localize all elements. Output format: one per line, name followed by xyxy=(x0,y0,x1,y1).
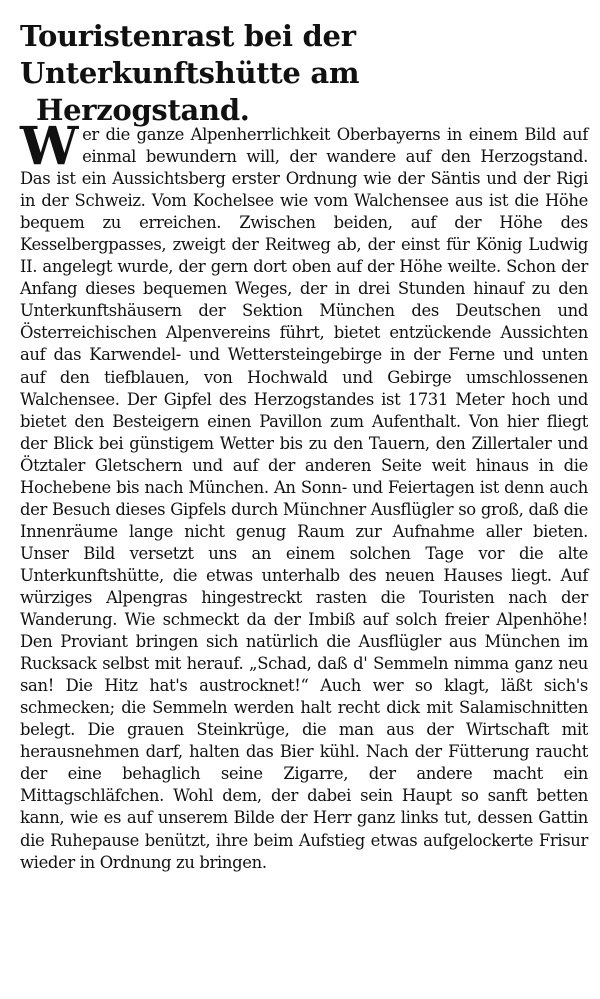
article-title xyxy=(20,18,588,129)
article-title-line1: Touristenrast bei der Unterkunftshütte am xyxy=(20,19,360,90)
article-body-text: er die ganze Alpenherrlichkeit Oberbayerns in einem Bild auf einmal bewundern will, der wandere auf den Herzogstand. Das ist ein Aussichtsberg erster Ordnung wie der Säntis und der Rigi in der Schweiz. Vom Kochelsee wie vom Walchensee aus ist die Höhe bequem zu erreichen. Zwischen beiden, auf der Höhe des Kesselbergpasses, zweigt der Reitweg ab, der einst für König Ludwig II. angelegt wurde, der gern dort oben auf der Höhe weilte. Schon der Anfang dieses bequemen Weges, der in drei Stunden hinauf zu den Unterkunftshäusern der Sektion München des Deutschen und Österreichischen Alpenvereins führt, bietet entzückende Aussichten auf das Karwendel- und Wettersteingebirge in der Ferne und unten auf den tiefblauen, von Hochwald und Gebirge umschlossenen Walchensee. Der Gipfel des Herzogstandes ist 1731 Meter hoch und bietet den Besteigern einen Pavillon zum Aufenthalt. Von hier fliegt der Blick bei günstigem Wetter bis zu den Tauern, den Zillertaler und Ötztaler Gletschern und auf der anderen Seite weit hinaus in die Hochebene bis nach München. An Sonn- und Feiertagen ist denn auch der Besuch dieses Gipfels durch Münchner Ausflügler so groß, daß die Innenräume lange nicht genug Raum zur Aufnahme aller bieten. Unser Bild versetzt uns an einem solchen Tage vor die alte Unterkunftshütte, die etwas unterhalb des neuen Hauses liegt. Auf würziges Alpengras hingestreckt rasten die Touristen nach der Wanderung. Wie schmeckt da der Imbiß auf solch freier Alpenhöhe! Den Proviant bringen sich natürlich die Ausflügler aus München im Rucksack selbst mit herauf. „Schad, daß d' Semmeln nimma ganz neu san! Die Hitz hat's austrocknet!“ Auch wer so klagt, läßt sich's schmecken; die Semmeln werden halt recht dick mit Salamischnitten belegt. Die grauen Steinkrüge, die man aus der Wirtschaft mit herausnehmen darf, halten das Bier kühl. Nach der Fütterung raucht der eine behaglich seine Zigarre, der andere macht ein Mittagschläfchen. Wohl dem, der dabei sein Haupt so sanft betten kann, wie es auf unserem Bilde der Herr ganz links tut, dessen Gattin die Ruhepause benützt, ihre beim Aufstieg etwas aufgelockerte Frisur wieder in Ordnung zu bringen. xyxy=(20,125,588,872)
drop-cap-initial: W xyxy=(20,116,79,177)
article-body xyxy=(20,116,588,874)
article-title-line2: Herzogstand. xyxy=(36,93,250,127)
